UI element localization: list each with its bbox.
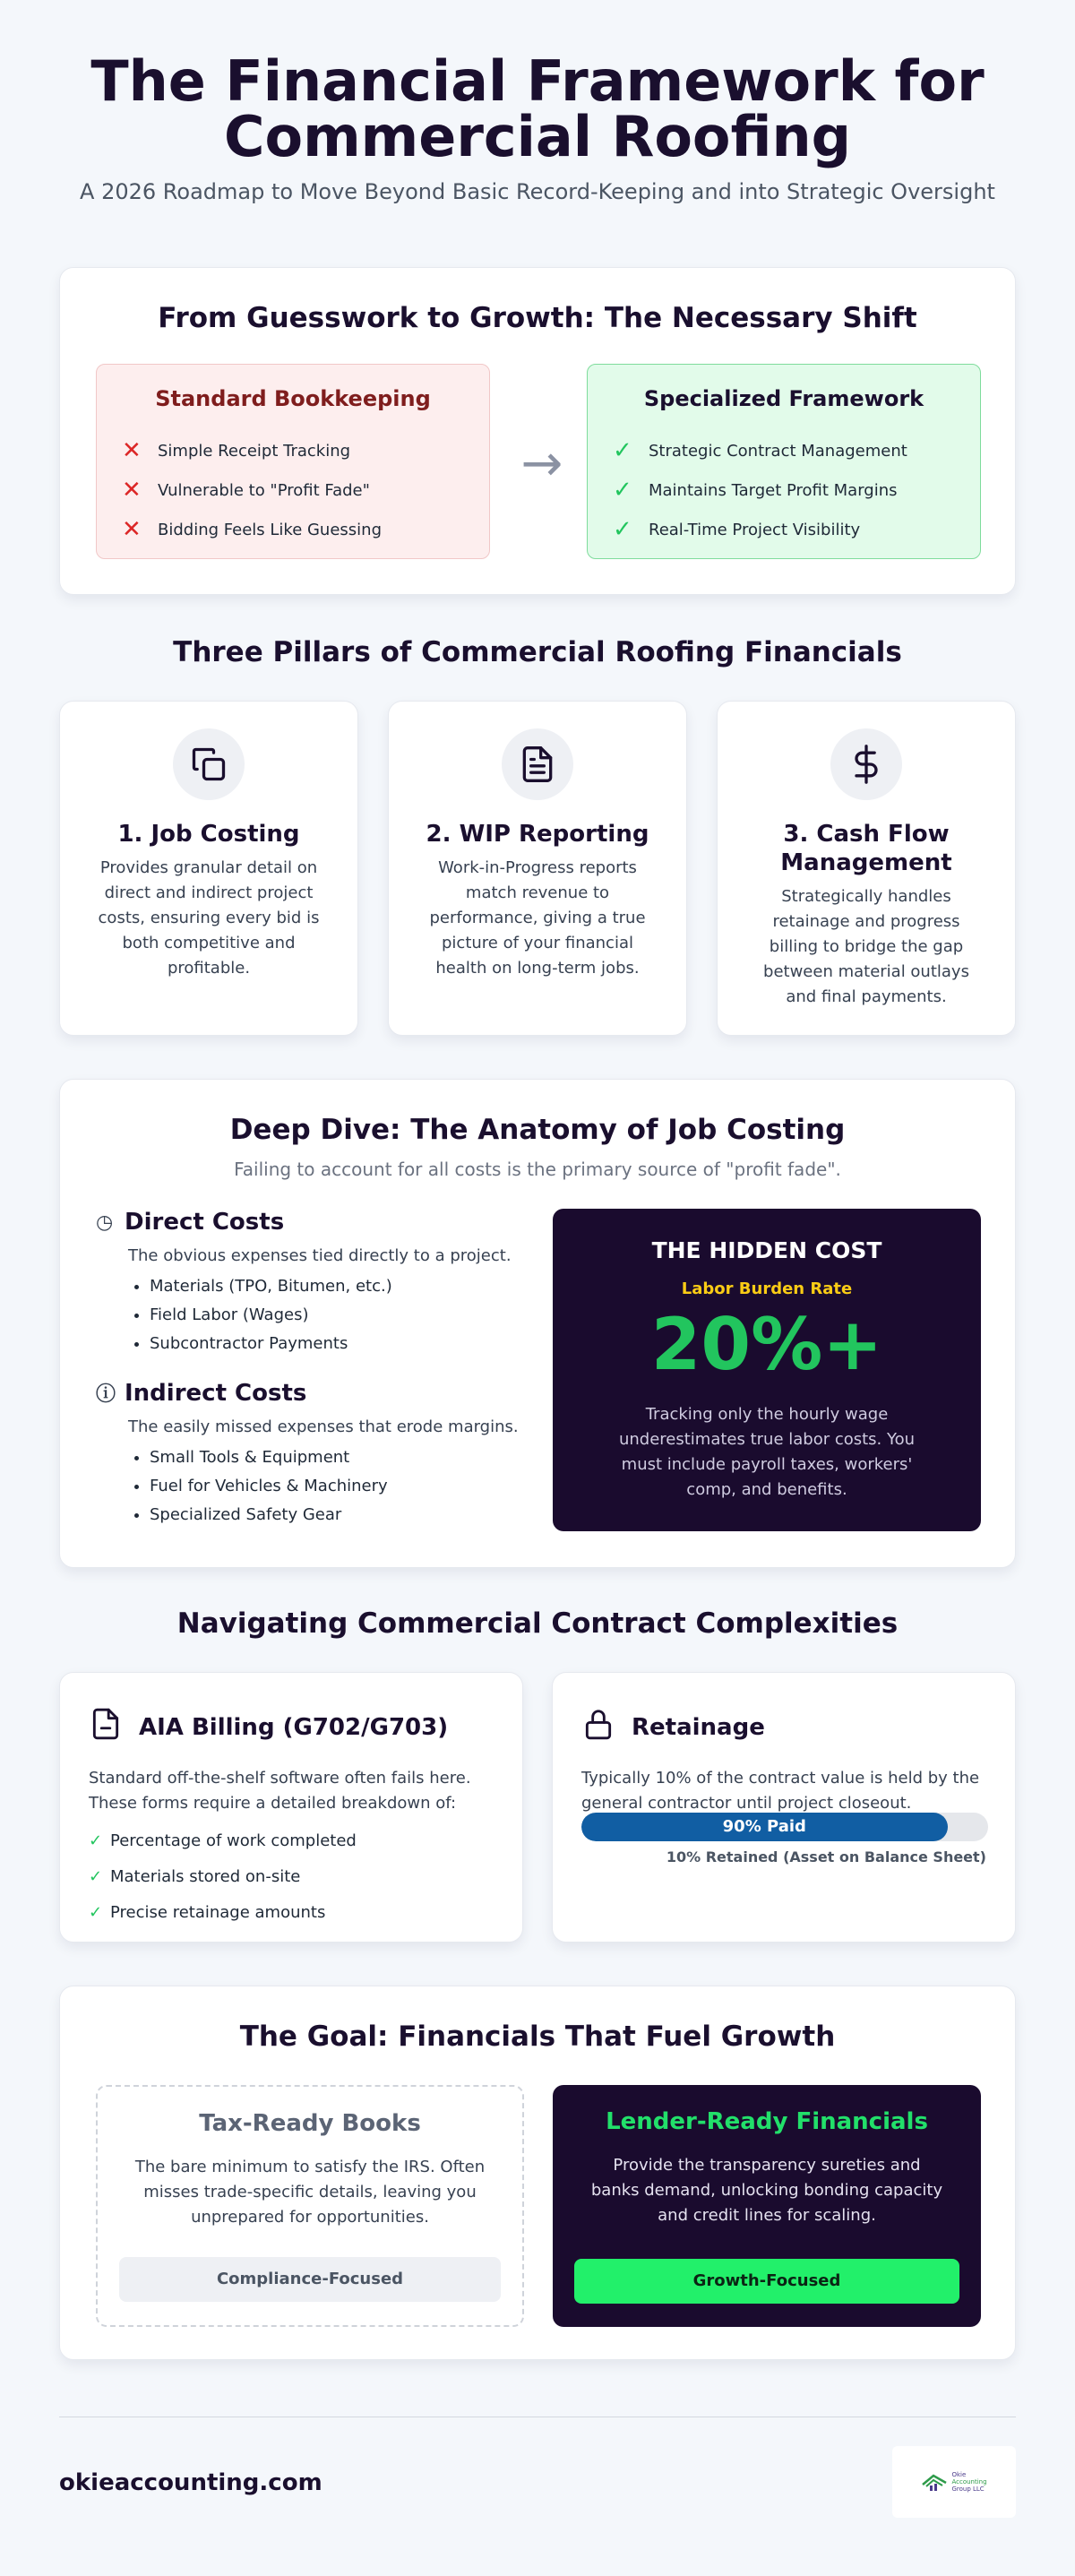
aia-billing-title: AIA Billing (G702/G703) bbox=[139, 1713, 449, 1741]
dollar-icon bbox=[830, 728, 902, 800]
tax-ready-box bbox=[96, 2085, 524, 2327]
retainage-card bbox=[552, 1672, 1016, 1943]
pillar-text: Work-in-Progress reports match revenue to performance, giving a true picture of your financial health on long-term jobs. bbox=[429, 858, 646, 978]
check-icon: ✓ bbox=[613, 477, 632, 504]
indirect-costs-desc: The easily missed expenses that erode margins. bbox=[128, 1417, 519, 1436]
standard-item bbox=[122, 431, 464, 470]
retained-label: 10% Retained (Asset on Balance Sheet) bbox=[666, 1848, 986, 1865]
list-item: • Fuel for Vehicles & Machinery bbox=[150, 1472, 544, 1501]
pillar-card-wip-reporting bbox=[388, 701, 687, 1036]
indirect-costs-title: Indirect Costs bbox=[125, 1379, 307, 1407]
footer-site-link[interactable]: okieaccounting.com bbox=[59, 2469, 322, 2496]
pillar-title: 1. Job Costing bbox=[117, 821, 300, 848]
page-subtitle: A 2026 Roadmap to Move Beyond Basic Record-Keeping and into Strategic Oversight bbox=[80, 179, 995, 204]
list-item-label: Precise retainage amounts bbox=[110, 1903, 326, 1922]
clock-icon: ◷ bbox=[96, 1210, 114, 1234]
logo-text-line: Okie bbox=[951, 2471, 967, 2478]
lender-ready-text: Provide the transparency sureties and banks demand, unlocking bonding capacity and credit lines for scaling. bbox=[590, 2156, 943, 2225]
standard-item-label: Vulnerable to "Profit Fade" bbox=[158, 480, 370, 500]
hidden-cost-box bbox=[553, 1209, 981, 1531]
pillar-title: 2. WIP Reporting bbox=[426, 821, 649, 848]
list-item bbox=[89, 1859, 494, 1895]
logo-text-line: Accounting bbox=[951, 2478, 987, 2486]
pillar-text: Provides granular detail on direct and indirect project costs, ensuring every bid is both competitive and profitable. bbox=[98, 858, 320, 978]
check-icon: ✓ bbox=[89, 1831, 103, 1850]
labor-burden-value: 20%+ bbox=[650, 1303, 883, 1386]
pillar-title: 3. Cash Flow Management bbox=[780, 821, 952, 876]
compliance-focused-badge: Compliance-Focused bbox=[119, 2257, 501, 2302]
pillars-heading: Three Pillars of Commercial Roofing Financials bbox=[173, 636, 902, 668]
standard-item-label: Simple Receipt Tracking bbox=[158, 441, 351, 461]
retainage-title: Retainage bbox=[632, 1713, 765, 1741]
arrow-right-icon: → bbox=[520, 435, 563, 493]
list-item: • Small Tools & Equipment bbox=[150, 1443, 544, 1472]
lender-ready-box bbox=[553, 2085, 981, 2327]
document-icon bbox=[502, 728, 573, 800]
labor-burden-label: Labor Burden Rate bbox=[681, 1279, 853, 1298]
retainage-text: Typically 10% of the contract value is held by the general contractor until project closeout. bbox=[581, 1769, 980, 1813]
page-title-line-1: The Financial Framework for bbox=[90, 48, 985, 114]
aia-billing-card bbox=[59, 1672, 523, 1943]
pillar-card-cash-flow bbox=[717, 701, 1016, 1036]
aia-billing-text: Standard off-the-shelf software often fails here. These forms require a detailed breakdown of: bbox=[89, 1769, 471, 1813]
logo-mark-icon bbox=[921, 2472, 948, 2492]
specialized-item bbox=[613, 470, 955, 510]
growth-focused-badge: Growth-Focused bbox=[574, 2259, 959, 2304]
standard-item bbox=[122, 470, 464, 510]
copy-icon bbox=[173, 728, 245, 800]
retainage-progress-bar bbox=[581, 1813, 988, 1841]
specialized-framework-box bbox=[587, 364, 981, 559]
page-title bbox=[0, 48, 1075, 169]
direct-costs-section bbox=[96, 1209, 544, 1358]
list-item: • Subcontractor Payments bbox=[150, 1330, 544, 1358]
job-costing-card bbox=[59, 1079, 1016, 1568]
goal-heading: The Goal: Financials That Fuel Growth bbox=[239, 2020, 836, 2053]
shift-card bbox=[59, 267, 1016, 595]
lock-icon bbox=[581, 1707, 632, 1747]
check-icon: ✓ bbox=[89, 1867, 103, 1886]
pillar-card-job-costing bbox=[59, 701, 358, 1036]
standard-bookkeeping-title: Standard Bookkeeping bbox=[155, 386, 431, 411]
hidden-cost-title: THE HIDDEN COST bbox=[651, 1237, 882, 1263]
tax-ready-title: Tax-Ready Books bbox=[199, 2110, 421, 2137]
deep-dive-subheading: Failing to account for all costs is the primary source of "profit fade". bbox=[234, 1159, 841, 1180]
logo-text bbox=[951, 2471, 986, 2493]
company-logo bbox=[892, 2446, 1016, 2518]
standard-item bbox=[122, 510, 464, 549]
check-icon: ✓ bbox=[613, 437, 632, 464]
logo-text-line: Group LLC bbox=[951, 2486, 985, 2493]
goal-card bbox=[59, 1986, 1016, 2360]
page-title-line-2: Commercial Roofing bbox=[223, 104, 851, 169]
x-icon: ✕ bbox=[122, 437, 142, 464]
info-icon: ⓘ bbox=[96, 1383, 116, 1406]
list-item-label: Materials stored on-site bbox=[110, 1867, 301, 1886]
specialized-item bbox=[613, 431, 955, 470]
direct-costs-title: Direct Costs bbox=[125, 1209, 285, 1236]
lender-ready-title: Lender-Ready Financials bbox=[606, 2108, 928, 2135]
list-item: • Field Labor (Wages) bbox=[150, 1301, 544, 1330]
list-item bbox=[89, 1823, 494, 1859]
deep-dive-heading: Deep Dive: The Anatomy of Job Costing bbox=[229, 1114, 846, 1146]
pillar-text: Strategically handles retainage and progress billing to bridge the gap between material outlays and final payments. bbox=[763, 887, 969, 1006]
list-item: • Specialized Safety Gear bbox=[150, 1501, 544, 1529]
tax-ready-text: The bare minimum to satisfy the IRS. Often misses trade-specific details, leaving you unprepared for opportunities. bbox=[134, 2158, 486, 2227]
direct-costs-desc: The obvious expenses tied directly to a project. bbox=[128, 1246, 512, 1265]
list-item-label: Percentage of work completed bbox=[110, 1831, 357, 1850]
specialized-item-label: Strategic Contract Management bbox=[649, 441, 907, 461]
specialized-framework-title: Specialized Framework bbox=[643, 386, 924, 411]
x-icon: ✕ bbox=[122, 477, 142, 504]
standard-bookkeeping-box bbox=[96, 364, 490, 559]
specialized-item-label: Maintains Target Profit Margins bbox=[649, 480, 898, 500]
standard-item-label: Bidding Feels Like Guessing bbox=[158, 520, 383, 539]
paid-fill: 90% Paid bbox=[581, 1813, 948, 1841]
file-minus-icon bbox=[89, 1707, 139, 1747]
specialized-item bbox=[613, 510, 955, 549]
list-item bbox=[89, 1895, 494, 1931]
indirect-costs-section bbox=[96, 1379, 544, 1529]
list-item: • Materials (TPO, Bitumen, etc.) bbox=[150, 1272, 544, 1301]
contracts-heading: Navigating Commercial Contract Complexities bbox=[176, 1607, 899, 1640]
x-icon: ✕ bbox=[122, 516, 142, 543]
check-icon: ✓ bbox=[89, 1903, 103, 1922]
shift-heading: From Guesswork to Growth: The Necessary Shift bbox=[158, 302, 917, 334]
specialized-item-label: Real-Time Project Visibility bbox=[649, 520, 861, 539]
check-icon: ✓ bbox=[613, 516, 632, 543]
hidden-cost-text: Tracking only the hourly wage underestimates true labor costs. You must include payroll taxes, workers' comp, and benefits. bbox=[618, 1405, 916, 1499]
